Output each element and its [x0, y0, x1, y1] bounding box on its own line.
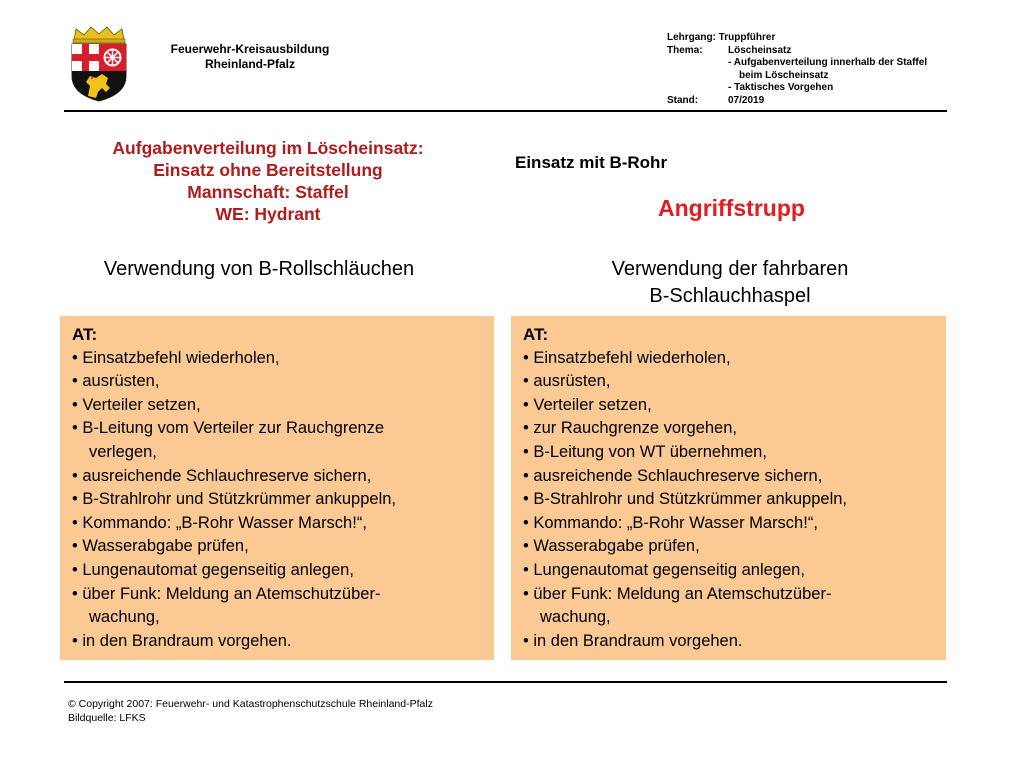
list-item: • Kommando: „B-Rohr Wasser Marsch!“,	[523, 513, 818, 532]
list-item: • Verteiler setzen,	[523, 395, 652, 414]
list-item: • B-Leitung von WT übernehmen,	[523, 442, 767, 461]
right-box-head: AT:	[523, 325, 549, 344]
left-title-line: Einsatz ohne Bereitstellung	[153, 160, 383, 180]
list-item: • B-Strahlrohr und Stützkrümmer ankuppeln,	[72, 490, 397, 509]
left-title-line: Aufgabenverteilung im Löscheinsatz:	[112, 138, 424, 158]
list-item: • B-Leitung vom Verteiler zur Rauchgrenze	[72, 419, 385, 438]
left-subtitle: Verwendung von B-Rollschläuchen	[103, 258, 415, 280]
list-item: • Lungenautomat gegenseitig anlegen,	[523, 560, 805, 579]
org-line-2: Rheinland-Pfalz	[204, 57, 295, 71]
list-item: • Einsatzbefehl wiederholen,	[523, 348, 731, 367]
list-item: • zur Rauchgrenze vorgehen,	[523, 419, 737, 438]
meta-stand-value: 07/2019	[728, 94, 765, 106]
list-item: • Kommando: „B-Rohr Wasser Marsch!“,	[72, 513, 367, 532]
left-title	[64, 137, 472, 225]
left-title-line: WE: Hydrant	[215, 204, 321, 224]
list-item: • Einsatzbefehl wiederholen,	[72, 348, 280, 367]
meta-lehrgang: Lehrgang: Truppführer	[667, 32, 776, 43]
list-item: • über Funk: Meldung an Atemschutzüber-	[523, 584, 832, 603]
meta-topic-1: - Aufgabenverteilung innerhalb der Staffel	[728, 57, 928, 69]
list-item: • B-Strahlrohr und Stützkrümmer ankuppeln,	[523, 490, 848, 509]
meta-topic-2: - Taktisches Vorgehen	[728, 82, 834, 94]
header-divider	[64, 110, 947, 112]
meta-topic-1-cont: beim Löscheinsatz	[739, 69, 829, 81]
footer	[68, 697, 433, 725]
list-item: verlegen,	[89, 442, 157, 461]
list-item: • über Funk: Meldung an Atemschutzüber-	[72, 584, 381, 603]
meta-thema-value: Löscheinsatz	[728, 44, 792, 56]
course-meta	[667, 32, 927, 108]
list-item: wachung,	[89, 608, 160, 627]
image-source-text: Bildquelle: LFKS	[68, 712, 146, 724]
organization-name	[150, 42, 350, 72]
list-item: • Wasserabgabe prüfen,	[523, 537, 700, 556]
right-task-box	[511, 316, 946, 660]
right-subtitle-line-1: Verwendung der fahrbaren	[611, 258, 849, 280]
list-item: • Lungenautomat gegenseitig anlegen,	[72, 560, 354, 579]
list-item: • ausreichende Schlauchreserve sichern,	[523, 466, 823, 485]
left-title-line: Mannschaft: Staffel	[187, 182, 349, 202]
left-task-box	[60, 316, 494, 660]
list-item: • ausrüsten,	[523, 372, 611, 391]
right-subtitle-line-2: B-Schlauchhaspel	[649, 285, 811, 307]
einsatz-heading: Einsatz mit B-Rohr	[515, 153, 668, 172]
meta-thema-label: Thema:	[667, 44, 703, 56]
list-item: • in den Brandraum vorgehen.	[72, 631, 292, 650]
footer-divider	[64, 681, 947, 683]
list-item: • Wasserabgabe prüfen,	[72, 537, 249, 556]
copyright-text: © Copyright 2007: Feuerwehr- und Katastrophenschutzschule Rheinland-Pfalz	[68, 698, 433, 710]
meta-stand-label: Stand:	[667, 94, 699, 106]
list-item: wachung,	[540, 608, 611, 627]
rlp-coat-of-arms-icon	[66, 26, 132, 102]
angriffstrupp-heading: Angriffstrupp	[658, 195, 805, 221]
org-line-1: Feuerwehr-Kreisausbildung	[170, 42, 330, 56]
list-item: • in den Brandraum vorgehen.	[523, 631, 743, 650]
list-item: • Verteiler setzen,	[72, 395, 201, 414]
left-box-head: AT:	[72, 325, 98, 344]
right-subtitle	[562, 256, 898, 310]
list-item: • ausreichende Schlauchreserve sichern,	[72, 466, 372, 485]
list-item: • ausrüsten,	[72, 372, 160, 391]
